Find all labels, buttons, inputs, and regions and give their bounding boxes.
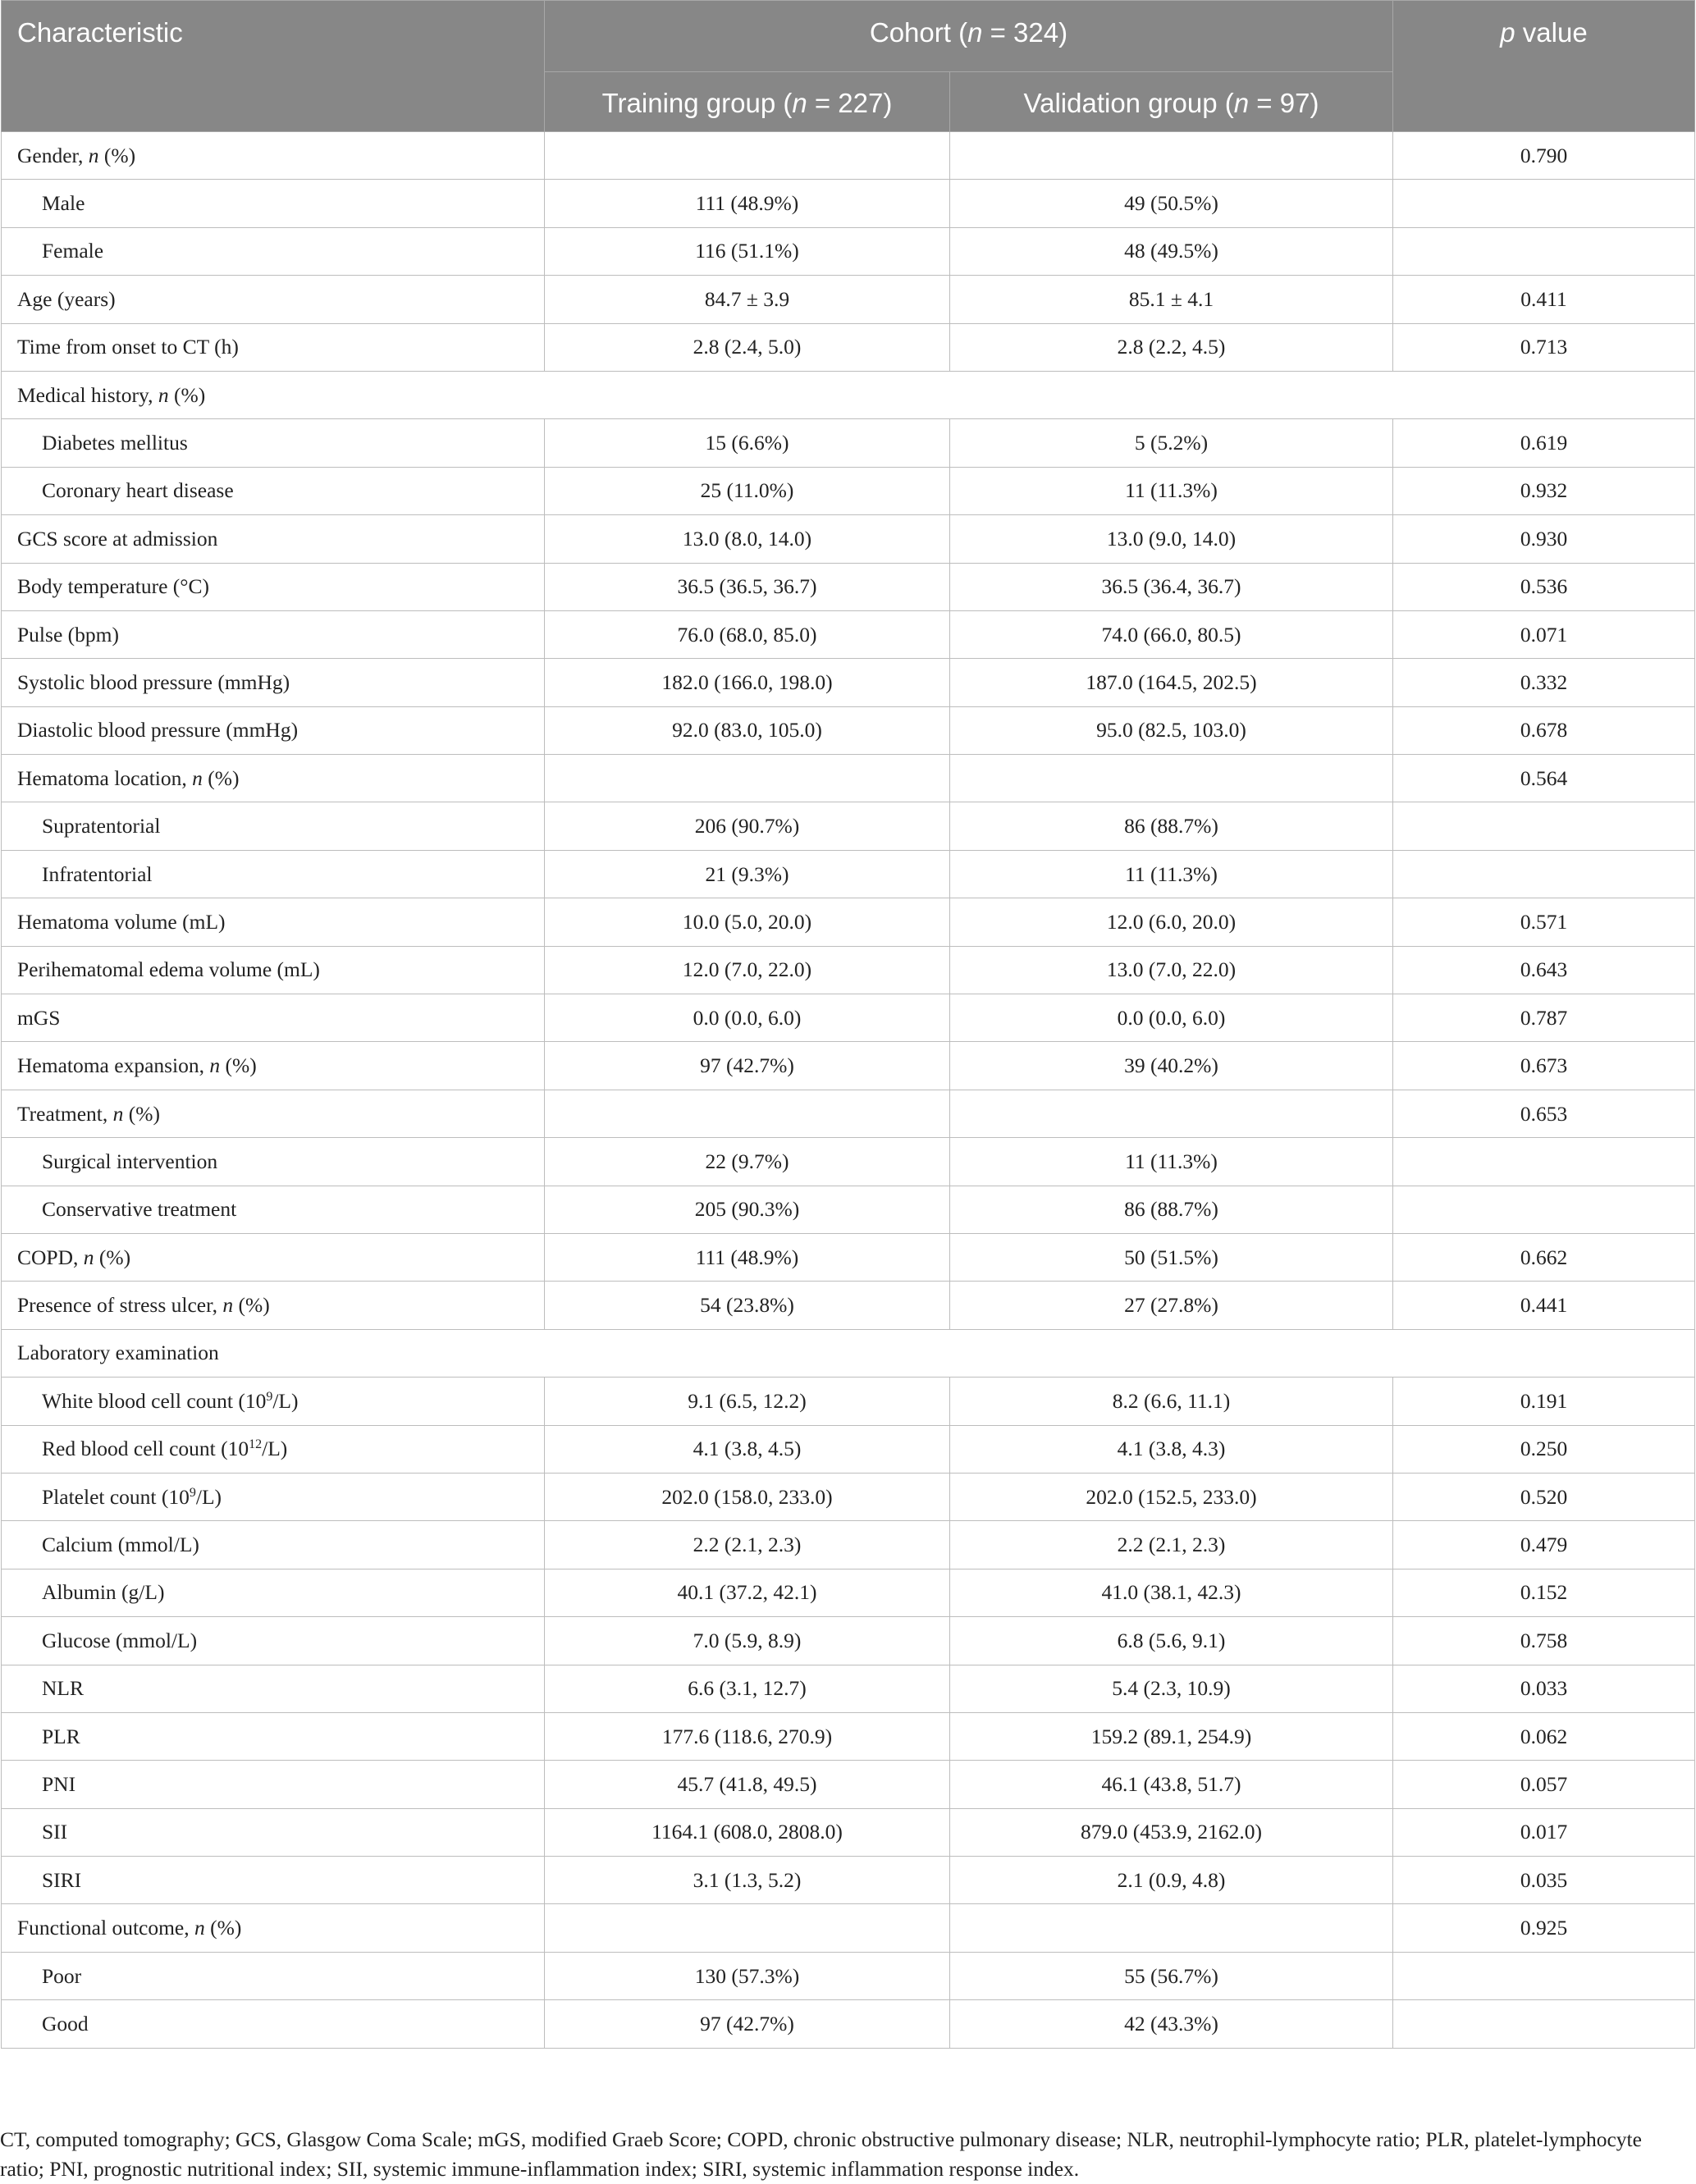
cell-training: 76.0 (68.0, 85.0) (545, 610, 950, 658)
header-cohort-suffix: = 324) (982, 17, 1068, 48)
label-text: Age (years) (17, 286, 116, 311)
row-label (2, 227, 545, 275)
row-label (2, 323, 545, 371)
cell-training: 9.1 (6.5, 12.2) (545, 1378, 950, 1425)
cell-training: 111 (48.9%) (545, 1233, 950, 1281)
row-label (2, 1521, 545, 1569)
cell-training: 6.6 (3.1, 12.7) (545, 1665, 950, 1712)
label-text: Treatment, (17, 1101, 113, 1126)
cell-training: 205 (90.3%) (545, 1186, 950, 1233)
cell-validation: 12.0 (6.0, 20.0) (950, 898, 1393, 946)
cell-validation: 4.1 (3.8, 4.3) (950, 1425, 1393, 1473)
cell-training: 13.0 (8.0, 14.0) (545, 515, 950, 563)
cell-p-value: 0.035 (1393, 1857, 1695, 1904)
cell-training: 84.7 ± 3.9 (545, 276, 950, 323)
cell-training: 15 (6.6%) (545, 419, 950, 467)
label-text: Time from onset to CT (h) (17, 335, 239, 359)
cell-training: 54 (23.8%) (545, 1282, 950, 1329)
label-text: Good (42, 2011, 89, 2036)
row-label (2, 1761, 545, 1808)
cell-validation: 11 (11.3%) (950, 467, 1393, 514)
label-text: Presence of stress ulcer, (17, 1293, 223, 1318)
cell-training: 111 (48.9%) (545, 180, 950, 227)
cell-validation: 5 (5.2%) (950, 419, 1393, 467)
label-italic: n (194, 1916, 205, 1940)
cell-p-value: 0.411 (1393, 276, 1695, 323)
table-row (2, 323, 1695, 371)
table-row (2, 515, 1695, 563)
cell-validation: 86 (88.7%) (950, 802, 1393, 850)
cell-training: 21 (9.3%) (545, 850, 950, 898)
label-text: Red blood cell count (10 (42, 1437, 249, 1461)
cell-training: 116 (51.1%) (545, 227, 950, 275)
label-text: NLR (42, 1676, 84, 1701)
cell-validation: 2.2 (2.1, 2.3) (950, 1521, 1393, 1569)
table-row (2, 946, 1695, 994)
header-characteristic: Characteristic (2, 1, 545, 132)
label-text: COPD, (17, 1245, 84, 1269)
table-row (2, 180, 1695, 227)
cell-training: 7.0 (5.9, 8.9) (545, 1617, 950, 1665)
row-label (2, 1378, 545, 1425)
table-row (2, 2000, 1695, 2048)
cell-training: 92.0 (83.0, 105.0) (545, 706, 950, 754)
row-label (2, 1904, 545, 1952)
cell-p-value: 0.152 (1393, 1569, 1695, 1616)
label-italic: n (222, 1293, 234, 1318)
cell-p-value: 0.479 (1393, 1521, 1695, 1569)
cell-training (545, 1904, 950, 1952)
cell-training (545, 755, 950, 802)
cell-validation: 13.0 (9.0, 14.0) (950, 515, 1393, 563)
cell-p-value: 0.678 (1393, 706, 1695, 754)
cell-training: 2.2 (2.1, 2.3) (545, 1521, 950, 1569)
row-label (2, 419, 545, 467)
table-row (2, 1808, 1695, 1856)
label-text: Albumin (g/L) (42, 1580, 165, 1605)
table-row (2, 276, 1695, 323)
label-text: Laboratory examination (17, 1341, 219, 1365)
header-validation-n: n (1233, 88, 1250, 118)
label-suffix: (%) (220, 1053, 257, 1078)
table-row (2, 1282, 1695, 1329)
label-italic: n (158, 382, 169, 407)
header-training-suffix: = 227) (807, 88, 893, 118)
cell-p-value: 0.062 (1393, 1712, 1695, 1760)
cell-validation: 5.4 (2.3, 10.9) (950, 1665, 1393, 1712)
row-label (2, 1952, 545, 1999)
table-row (2, 1042, 1695, 1090)
cell-p-value: 0.787 (1393, 994, 1695, 1042)
cell-validation: 50 (51.5%) (950, 1233, 1393, 1281)
cell-training: 130 (57.3%) (545, 1952, 950, 1999)
label-text: Pulse (bpm) (17, 622, 119, 647)
row-label (2, 898, 545, 946)
row-label (2, 1233, 545, 1281)
label-unit: /L) (272, 1388, 299, 1413)
row-label (2, 1425, 545, 1473)
cell-p-value (1393, 850, 1695, 898)
label-text: White blood cell count (10 (42, 1388, 267, 1413)
label-text: mGS (17, 1005, 61, 1030)
table-row (2, 1952, 1695, 1999)
cell-validation: 2.8 (2.2, 4.5) (950, 323, 1393, 371)
cell-p-value: 0.653 (1393, 1090, 1695, 1137)
label-italic: n (112, 1101, 124, 1126)
cell-p-value: 0.332 (1393, 659, 1695, 706)
table-row (2, 1761, 1695, 1808)
row-label (2, 1569, 545, 1616)
label-text: Diabetes mellitus (42, 431, 188, 455)
cell-validation: 74.0 (66.0, 80.5) (950, 610, 1393, 658)
cell-p-value: 0.925 (1393, 1904, 1695, 1952)
label-text: Glucose (mmol/L) (42, 1628, 198, 1652)
label-text: Body temperature (°C) (17, 574, 209, 599)
row-label (2, 802, 545, 850)
row-label (2, 515, 545, 563)
cell-p-value (1393, 1138, 1695, 1186)
header-p-value (1393, 1, 1695, 132)
header-validation-prefix: Validation group ( (1023, 88, 1234, 118)
header-cohort-n: n (967, 17, 983, 48)
cell-training: 3.1 (1.3, 5.2) (545, 1857, 950, 1904)
header-training-prefix: Training group ( (601, 88, 793, 118)
header-training-n: n (792, 88, 807, 118)
label-text: Medical history, (17, 382, 158, 407)
cell-training: 177.6 (118.6, 270.9) (545, 1712, 950, 1760)
table-row (2, 1521, 1695, 1569)
cell-training: 25 (11.0%) (545, 467, 950, 514)
cell-validation: 39 (40.2%) (950, 1042, 1393, 1090)
cell-validation: 95.0 (82.5, 103.0) (950, 706, 1393, 754)
row-label (2, 1042, 545, 1090)
cell-training: 4.1 (3.8, 4.5) (545, 1425, 950, 1473)
cell-training: 10.0 (5.0, 20.0) (545, 898, 950, 946)
row-label (2, 946, 545, 994)
table-row (2, 850, 1695, 898)
table-row (2, 1233, 1695, 1281)
label-text: Functional outcome, (17, 1916, 195, 1940)
cell-p-value: 0.758 (1393, 1617, 1695, 1665)
label-text: SIRI (42, 1867, 82, 1892)
table-row (2, 1857, 1695, 1904)
cell-p-value: 0.790 (1393, 132, 1695, 180)
label-suffix: (%) (168, 382, 206, 407)
row-label (2, 371, 1695, 418)
cell-p-value (1393, 1952, 1695, 1999)
label-unit: /L) (262, 1437, 288, 1461)
table-row (2, 1665, 1695, 1712)
cell-p-value (1393, 227, 1695, 275)
cell-training: 182.0 (166.0, 198.0) (545, 659, 950, 706)
row-label (2, 1808, 545, 1856)
row-label (2, 563, 545, 610)
cell-validation (950, 132, 1393, 180)
label-unit: /L) (195, 1484, 222, 1509)
cell-p-value: 0.017 (1393, 1808, 1695, 1856)
cell-validation: 159.2 (89.1, 254.9) (950, 1712, 1393, 1760)
table-row (2, 1186, 1695, 1233)
row-label (2, 1665, 545, 1712)
table-row (2, 1425, 1695, 1473)
label-superscript: 9 (189, 1485, 196, 1500)
label-text: Female (42, 239, 104, 263)
cell-validation: 49 (50.5%) (950, 180, 1393, 227)
cell-p-value: 0.930 (1393, 515, 1695, 563)
table-row (2, 1473, 1695, 1520)
row-label (2, 132, 545, 180)
cell-p-value (1393, 2000, 1695, 2048)
cell-training: 40.1 (37.2, 42.1) (545, 1569, 950, 1616)
label-text: Supratentorial (42, 814, 161, 838)
cell-p-value: 0.713 (1393, 323, 1695, 371)
label-text: PLR (42, 1724, 80, 1748)
cell-p-value: 0.071 (1393, 610, 1695, 658)
label-text: Diastolic blood pressure (mmHg) (17, 718, 299, 742)
cell-training (545, 1090, 950, 1137)
cell-validation: 0.0 (0.0, 6.0) (950, 994, 1393, 1042)
label-text: Coronary heart disease (42, 478, 234, 503)
label-text: Systolic blood pressure (mmHg) (17, 669, 290, 694)
row-label (2, 2000, 545, 2048)
label-suffix: (%) (233, 1293, 270, 1318)
cell-p-value: 0.536 (1393, 563, 1695, 610)
label-superscript: 12 (249, 1437, 263, 1452)
cell-validation: 55 (56.7%) (950, 1952, 1393, 1999)
label-text: SII (42, 1820, 68, 1844)
cell-validation: 85.1 ± 4.1 (950, 276, 1393, 323)
label-text: Conservative treatment (42, 1197, 237, 1222)
cell-p-value (1393, 180, 1695, 227)
table-row (2, 994, 1695, 1042)
cell-training: 0.0 (0.0, 6.0) (545, 994, 950, 1042)
cell-validation: 8.2 (6.6, 11.1) (950, 1378, 1393, 1425)
label-text: Infratentorial (42, 861, 153, 886)
cell-validation: 879.0 (453.9, 2162.0) (950, 1808, 1393, 1856)
characteristics-table (1, 0, 1695, 2049)
label-text: PNI (42, 1771, 76, 1796)
row-label (2, 706, 545, 754)
cell-p-value: 0.033 (1393, 1665, 1695, 1712)
label-text: Calcium (mmol/L) (42, 1533, 199, 1557)
label-text: Gender, (17, 143, 89, 167)
cell-training: 2.8 (2.4, 5.0) (545, 323, 950, 371)
cell-validation: 36.5 (36.4, 36.7) (950, 563, 1393, 610)
header-p-suffix: value (1515, 17, 1588, 48)
cell-validation (950, 1904, 1393, 1952)
cell-validation (950, 1090, 1393, 1137)
row-label (2, 755, 545, 802)
table-row (2, 706, 1695, 754)
table-row (2, 1617, 1695, 1665)
cell-validation: 13.0 (7.0, 22.0) (950, 946, 1393, 994)
label-italic: n (83, 1245, 94, 1269)
table-row (2, 1329, 1695, 1377)
row-label (2, 610, 545, 658)
cell-training: 22 (9.7%) (545, 1138, 950, 1186)
cell-validation: 27 (27.8%) (950, 1282, 1393, 1329)
row-label (2, 467, 545, 514)
label-italic: n (209, 1053, 221, 1078)
header-validation-suffix: = 97) (1249, 88, 1319, 118)
table-row (2, 1378, 1695, 1425)
cell-validation: 46.1 (43.8, 51.7) (950, 1761, 1393, 1808)
cell-p-value: 0.932 (1393, 467, 1695, 514)
header-p-letter: p (1500, 17, 1515, 48)
cell-p-value: 0.520 (1393, 1473, 1695, 1520)
header-training (545, 72, 950, 132)
row-label (2, 1282, 545, 1329)
table-row (2, 371, 1695, 418)
table-row (2, 1090, 1695, 1137)
label-text: GCS score at admission (17, 526, 218, 551)
cell-training: 12.0 (7.0, 22.0) (545, 946, 950, 994)
row-label (2, 1857, 545, 1904)
cell-validation: 11 (11.3%) (950, 850, 1393, 898)
row-label (2, 1329, 1695, 1377)
table-row (2, 898, 1695, 946)
row-label (2, 850, 545, 898)
label-text: Hematoma volume (mL) (17, 909, 226, 934)
row-label (2, 1617, 545, 1665)
cell-validation: 202.0 (152.5, 233.0) (950, 1473, 1393, 1520)
label-text: Platelet count (10 (42, 1484, 190, 1509)
cell-training (545, 132, 950, 180)
row-label (2, 994, 545, 1042)
cell-p-value: 0.191 (1393, 1378, 1695, 1425)
cell-training: 202.0 (158.0, 233.0) (545, 1473, 950, 1520)
table-row (2, 1712, 1695, 1760)
label-text: Hematoma expansion, (17, 1053, 210, 1078)
cell-training: 36.5 (36.5, 36.7) (545, 563, 950, 610)
cell-p-value: 0.673 (1393, 1042, 1695, 1090)
cell-validation: 86 (88.7%) (950, 1186, 1393, 1233)
table-row (2, 659, 1695, 706)
cell-training: 45.7 (41.8, 49.5) (545, 1761, 950, 1808)
table-row (2, 419, 1695, 467)
table-row (2, 132, 1695, 180)
cell-validation (950, 755, 1393, 802)
cell-training: 1164.1 (608.0, 2808.0) (545, 1808, 950, 1856)
cell-validation: 11 (11.3%) (950, 1138, 1393, 1186)
cell-validation: 41.0 (38.1, 42.3) (950, 1569, 1393, 1616)
label-italic: n (192, 765, 203, 790)
table-row (2, 802, 1695, 850)
label-suffix: (%) (98, 143, 136, 167)
cell-p-value (1393, 1186, 1695, 1233)
cell-validation: 187.0 (164.5, 202.5) (950, 659, 1393, 706)
cell-p-value: 0.662 (1393, 1233, 1695, 1281)
row-label (2, 276, 545, 323)
header-validation (950, 72, 1393, 132)
row-label (2, 659, 545, 706)
label-suffix: (%) (123, 1101, 160, 1126)
label-superscript: 9 (266, 1389, 273, 1404)
row-label (2, 1712, 545, 1760)
cell-validation: 2.1 (0.9, 4.8) (950, 1857, 1393, 1904)
cell-p-value: 0.619 (1393, 419, 1695, 467)
cell-p-value: 0.441 (1393, 1282, 1695, 1329)
table-body (2, 132, 1695, 2049)
table-header (2, 1, 1695, 132)
cell-p-value: 0.057 (1393, 1761, 1695, 1808)
table-row (2, 227, 1695, 275)
table-footnote: CT, computed tomography; GCS, Glasgow Coma Scale; mGS, modified Graeb Score; COPD, chronic obstructive pulmonary disease; NLR, neutrophil-lymphocyte ratio; PLR, platelet-lymphocyte ratio; PNI, prognostic nutritional index; SII, systemic immune-inflammation index; SIRI, systemic inflammation response index. (0, 2127, 1642, 2181)
table-row (2, 467, 1695, 514)
label-text: Surgical intervention (42, 1149, 218, 1173)
table-row (2, 1138, 1695, 1186)
label-text: Poor (42, 1963, 82, 1988)
cell-validation: 42 (43.3%) (950, 2000, 1393, 2048)
label-text: Male (42, 191, 85, 216)
row-label (2, 1473, 545, 1520)
header-cohort-prefix: Cohort ( (869, 17, 968, 48)
cell-p-value: 0.643 (1393, 946, 1695, 994)
cell-validation: 48 (49.5%) (950, 227, 1393, 275)
cell-validation: 6.8 (5.6, 9.1) (950, 1617, 1393, 1665)
table-row (2, 1569, 1695, 1616)
cell-p-value (1393, 802, 1695, 850)
cell-training: 97 (42.7%) (545, 1042, 950, 1090)
cell-p-value: 0.571 (1393, 898, 1695, 946)
row-label (2, 1186, 545, 1233)
label-italic: n (88, 143, 99, 167)
header-row-top (2, 1, 1695, 72)
cell-training: 97 (42.7%) (545, 2000, 950, 2048)
cell-p-value: 0.250 (1393, 1425, 1695, 1473)
cell-p-value: 0.564 (1393, 755, 1695, 802)
row-label (2, 180, 545, 227)
row-label (2, 1090, 545, 1137)
label-suffix: (%) (94, 1245, 131, 1269)
label-text: Hematoma location, (17, 765, 193, 790)
label-suffix: (%) (202, 765, 240, 790)
table-row (2, 563, 1695, 610)
table-row (2, 610, 1695, 658)
cell-training: 206 (90.7%) (545, 802, 950, 850)
table-row (2, 1904, 1695, 1952)
table-row (2, 755, 1695, 802)
label-text: Perihematomal edema volume (mL) (17, 957, 320, 982)
label-suffix: (%) (204, 1916, 242, 1940)
row-label (2, 1138, 545, 1186)
header-cohort (545, 1, 1393, 72)
